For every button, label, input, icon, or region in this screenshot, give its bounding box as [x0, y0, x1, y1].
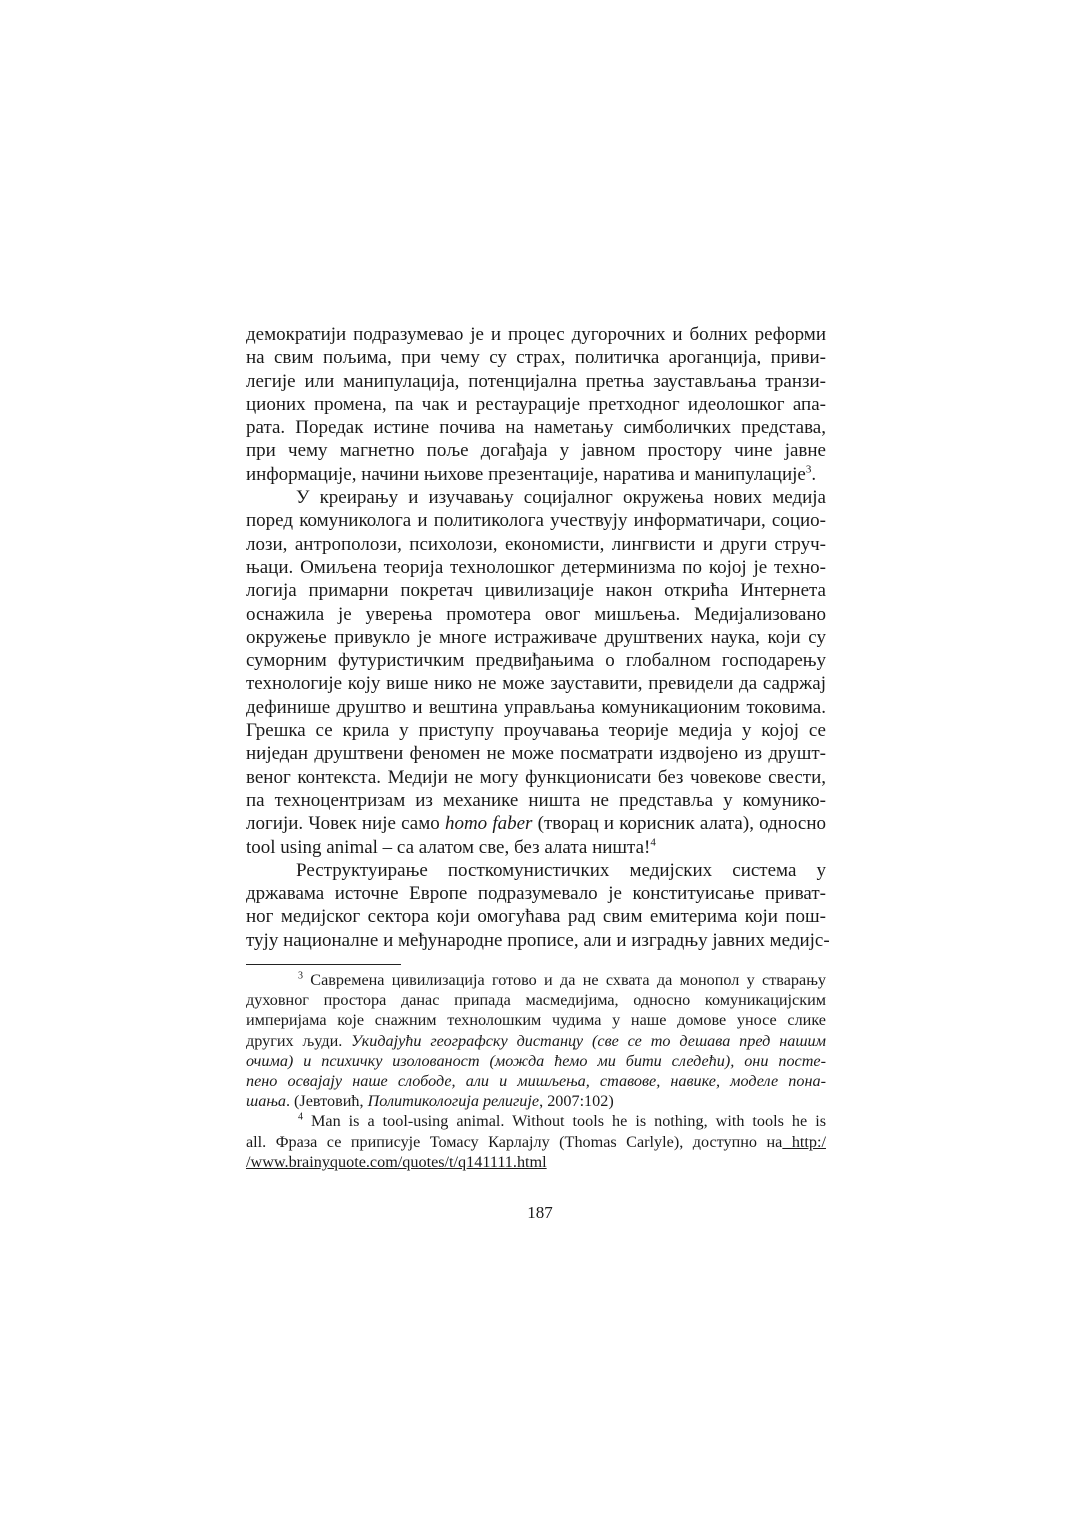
footnote-line [246, 1031, 826, 1051]
body-line: оснажила је уверења промотера овог мишљења. Медијализовано [246, 603, 826, 625]
body-line: њаци. Омиљена теорија технолошког детерминизма по којој је техно- [246, 556, 826, 578]
source-link[interactable]: /www.brainyquote.com/quotes/t/q141111.html [246, 1152, 547, 1171]
footnote-emphasis: пено освајају наше слободе, али и мишљења, ставове, навике, моделе пона- [246, 1071, 826, 1090]
footnote-ref-4[interactable]: 4 [650, 836, 656, 849]
body-text: информације, начини њихове презентације, наратива и манипулације [246, 463, 806, 485]
footnote-line [246, 1111, 826, 1131]
body-line: Грешка се крила у приступу проучавања теорије медија у којој се [246, 720, 826, 742]
main-text [246, 323, 830, 952]
body-line: ниједан друштвени феномен не може посматрати издвојено из друшт- [246, 743, 826, 765]
footnote-line [246, 1152, 826, 1172]
footnote-line [246, 970, 826, 990]
emphasis-homo-faber: homo faber [444, 813, 533, 835]
body-line: У креирању и изучавању социјалног окружења нових медија [296, 487, 826, 509]
footnote-line [246, 1132, 826, 1152]
body-line: демократији подразумевао је и процес дугорочних и болних реформи [246, 324, 826, 345]
footnote-line: духовног простора данас припада масмедијима, односно комуникацијским [246, 991, 826, 1010]
body-line: окружење привукло је многе истраживаче друштвених наука, који су [246, 626, 826, 648]
body-line [246, 463, 826, 486]
footnote-line [246, 1071, 826, 1091]
footnote-ref-3[interactable]: 3 [805, 463, 812, 476]
body-line: државама источне Европе подразумевало је конституисање приват- [246, 883, 826, 905]
body-text: (творац и корисник алата), односно [532, 813, 826, 835]
footnote-text: других људи. [246, 1031, 352, 1050]
body-line: веног контекста. Медији не могу функционисати без човекове свести, [246, 766, 826, 788]
footnote-text: Савремена цивилизација готово и да не схвата да монопол у стварању [303, 971, 826, 989]
body-line: па техноцентризам из механике ништа не представља у комунико- [246, 789, 826, 811]
footnote-line [246, 1091, 826, 1111]
source-link[interactable]: http:/ [782, 1132, 826, 1151]
body-line: ног медијског сектора који омогућава рад свим емитерима који пош- [246, 906, 826, 928]
footnote-emphasis: Укидајући географску дистанцу (све се то дешава пред нашим [351, 1031, 826, 1050]
body-line: тују националне и међународне прописе, али и изградњу јавних медијс- [246, 929, 830, 951]
body-line: легије или манипулација, потенцијална претња заустављања транзи- [246, 370, 826, 392]
body-line: Реструктуирање посткомунистичких медијских система у [296, 859, 826, 881]
footnote-line [246, 1051, 826, 1071]
body-line: поред комуниколога и политиколога учествују информатичари, социо- [246, 510, 826, 532]
footnote-separator [246, 964, 401, 965]
footnote-emphasis: шања [246, 1092, 286, 1111]
body-line: на свим пољима, при чему су страх, политичка ароганција, приви- [246, 347, 826, 369]
footnote-emphasis: очима) и психичку изолованост (можда ћемо ми бити следећи), они посте- [246, 1051, 826, 1070]
footnote-text: . (Јевтовић, [285, 1092, 368, 1111]
footnote-number: 4 [298, 1111, 303, 1123]
body-line: суморним футуристичким предвиђањима о глобалном господарењу [246, 650, 826, 672]
footnote-text: , 2007:102) [539, 1092, 614, 1111]
body-line: лози, антрополози, психолози, економисти, лингвисти и други струч- [246, 533, 826, 555]
body-line: при чему магнетно поље догађаја у јавном простору чине јавне [246, 440, 826, 462]
body-text: логији. Човек није само [246, 813, 445, 835]
body-line: дефинише друштво и вештина управљања комуникационим токовима. [246, 696, 826, 718]
body-line: ционих промена, па чак и рестаурације претходног идеолошког апа- [246, 393, 826, 415]
footnote-line: империјама које снажним технолошким чудима у наше домове уносе слике [246, 1011, 826, 1030]
footnotes [246, 970, 826, 1172]
body-line: рата. Поредак истине почива на наметању симболичких представа, [246, 417, 826, 439]
footnote-text: Man is a tool-using animal. Without tools he is nothing, with tools he is [303, 1112, 826, 1131]
footnote-number: 3 [298, 970, 303, 982]
body-line: технологије коју више нико не може зауставити, превидели да садржај [246, 673, 826, 695]
body-text: tool using animal – са алатом све, без алата ништа! [246, 836, 651, 858]
footnote-text: all. Фраза се приписује Томасу Карлајлу (Thomas Carlyle), доступно на [246, 1132, 783, 1151]
body-line [246, 836, 826, 859]
body-line: логија примарни покретач цивилизације након открића Интернета [246, 580, 826, 602]
body-text: . [811, 463, 817, 485]
body-line [246, 812, 826, 835]
page-number: 187 [527, 1203, 553, 1222]
footnote-citation-title: Политикологија религије [367, 1092, 540, 1111]
